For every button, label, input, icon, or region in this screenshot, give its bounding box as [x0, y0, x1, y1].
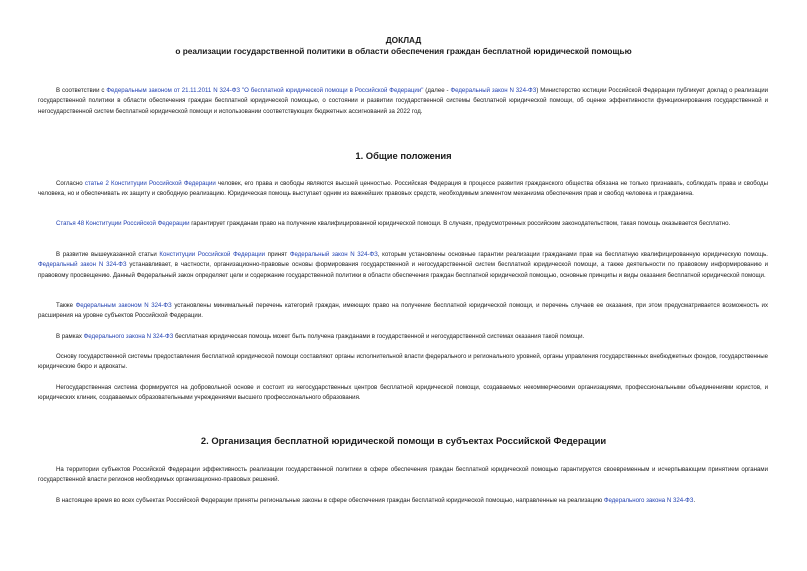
text: устанавливает, в частности, организационно-правовые основы формирования государственной и негосударственной систем бесплатной юридической помощи, а также деятельности по правовому информированию и правовому просвещению. Данный Федеральный закон определяет цели и содержание государственной политики в области обеспечения граждан бесплатной юридической помощью, основные принципы и виды оказания бесплатной юридической помощи. [38, 261, 768, 279]
paragraph: На территории субъектов Российской Федерации эффективность реализации государственной политики в сфере обеспечения граждан бесплатной юридической помощью гарантируется своевременным и исчерпывающим принятием органами государственной власти регионов необходимых организационно-правовых решений. [38, 466, 768, 484]
constitution-article-2-link[interactable]: статье 2 Конституции Российской Федерации [84, 180, 216, 187]
text: принят [265, 251, 290, 258]
law-324-link[interactable]: Федеральным законом N 324-ФЗ [75, 302, 172, 309]
text: установлены минимальный перечень категорий граждан, имеющих право на получение бесплатной юридической помощи, и перечень случаев ее оказания, при этом предусматривается возможность их расширения на уровне субъектов Российской Федерации. [38, 302, 768, 320]
paragraph [38, 179, 768, 200]
document-title: ДОКЛАД [385, 35, 422, 45]
text: , которым установлены основные гарантии реализации гражданами прав на бесплатную квалифицированную юридическую помощь. [377, 251, 768, 258]
constitution-article-48-link[interactable]: Статья 48 Конституции Российской Федерации [56, 220, 190, 227]
paragraph [38, 250, 768, 281]
document-subtitle: о реализации государственной политики в области обеспечения граждан бесплатной юридической помощью [175, 46, 632, 56]
text: В соответствии с [56, 87, 107, 94]
text: человек, его права и свободы являются высшей ценностью. Российская Федерация в процессе развития гражданского общества обязана не только признавать, соблюдать права и свободы человека, но и обеспечивать их защиту и свободную реализацию. Юридическая помощь выступает одним из важнейших правовых средств, необходимым элементом механизма обеспечения прав и свобод человека и гражданина. [38, 180, 768, 198]
paragraph [38, 301, 768, 322]
section-1-heading: 1. Общие положения [355, 150, 452, 161]
text: . [693, 497, 696, 504]
law-324-full-link[interactable]: Федеральным законом от 21.11.2011 N 324-ФЗ "О бесплатной юридической помощи в Российской Федерации" [106, 87, 424, 94]
paragraph: Основу государственной системы предоставления бесплатной юридической помощи составляют органы исполнительной власти федерального и регионального уровней, органы управления государственных внебюджетных фондов, государственные юридические бюро и адвокаты. [38, 353, 768, 371]
intro-paragraph [38, 86, 768, 117]
law-324-link[interactable]: Федерального закона N 324-ФЗ [603, 497, 694, 504]
paragraph: Негосударственная система формируется на добровольной основе и состоит из негосударственных центров бесплатной юридической помощи, создаваемых некоммерческими организациями, профессиональными объединениями юристов, и юридических клиник, создаваемых образовательными учреждениями высшего профессионального образования. [38, 384, 768, 402]
text: Также [56, 302, 76, 309]
law-324-link[interactable]: Федеральный закон N 324-ФЗ [450, 87, 537, 94]
law-324-link[interactable]: Федеральный закон N 324-ФЗ [289, 251, 378, 258]
text: ) Министерство юстиции Российской Федерации публикует доклад о реализации государственной политики в области обеспечения граждан бесплатной юридической помощью, о состоянии и развитии государственной системы бесплатной юридической помощи, об оценке эффективности функционирования государственной и негосударственной систем бесплатной юридической помощи и использовании соответствующих бюджетных ассигнований за 2022 год. [38, 87, 769, 115]
text: (далее - [423, 87, 451, 94]
paragraph [38, 496, 768, 506]
text: Согласно [56, 180, 85, 187]
constitution-link[interactable]: Конституции Российской Федерации [159, 251, 266, 258]
paragraph [38, 219, 768, 229]
section-2-heading: 2. Организация бесплатной юридической помощи в субъектах Российской Федерации [200, 435, 607, 446]
text: гарантирует гражданам право на получение квалифицированной юридической помощи. В случаях, предусмотренных российским законодательством, такая помощь оказывается бесплатно. [189, 220, 731, 227]
text: В развитие вышеуказанной статьи [56, 251, 160, 258]
law-324-link[interactable]: Федеральный закон N 324-ФЗ [38, 261, 127, 269]
text: В рамках [56, 333, 84, 340]
text: бесплатная юридическая помощь может быть получена гражданами в государственной и негосударственной системах оказания такой помощи. [173, 333, 585, 340]
paragraph [38, 332, 768, 342]
law-324-link[interactable]: Федерального закона N 324-ФЗ [83, 333, 174, 340]
text: В настоящее время во всех субъектах Российской Федерации приняты региональные законы в сфере обеспечения граждан бесплатной юридической помощью, направленные на реализацию [56, 497, 604, 504]
